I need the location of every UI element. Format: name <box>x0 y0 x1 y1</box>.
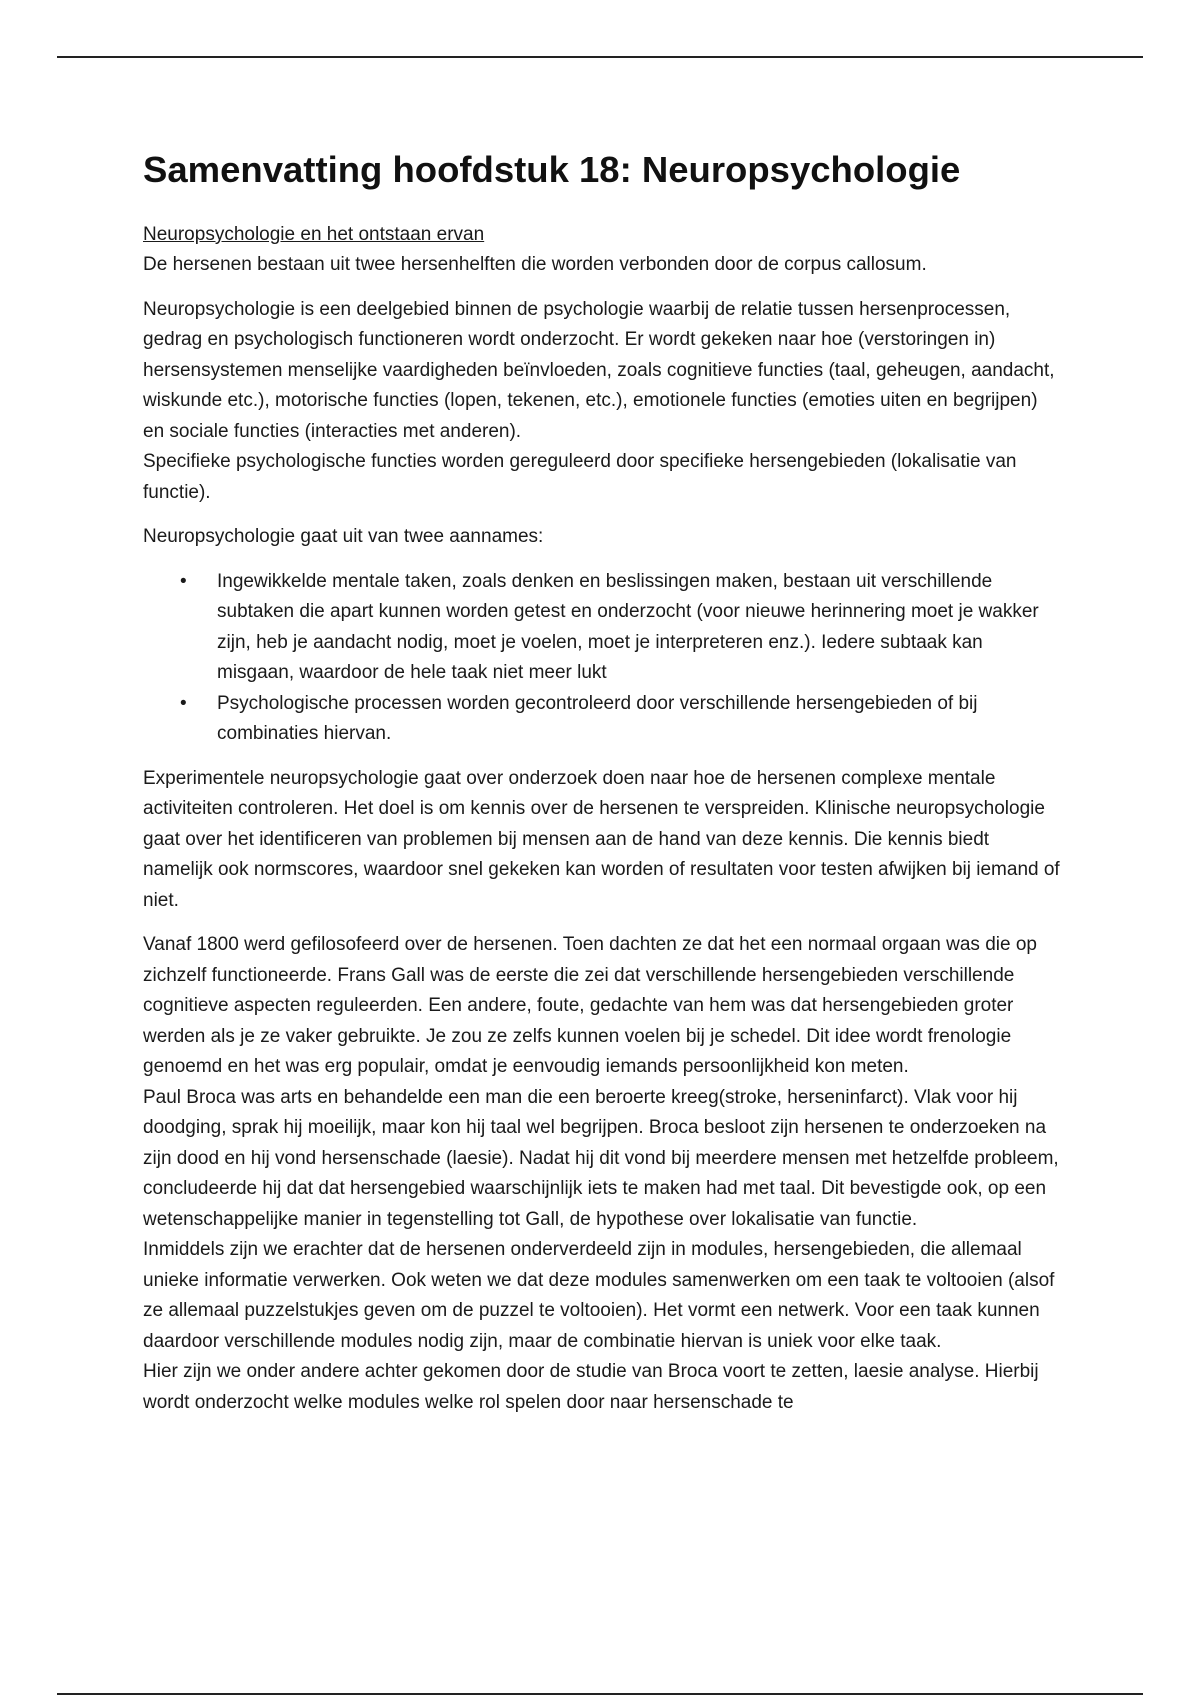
paragraph-history-gall: Vanaf 1800 werd gefilosofeerd over de hersenen. Toen dachten ze dat het een normaal orgaan was die op zichzelf functioneerde. Frans Gall was de eerste die zei dat verschillende hersengebieden verschillende cognitieve aspecten reguleerden. Een andere, foute, gedachte van hem was dat hersengebieden groter werden als je ze vaker gebruikte. Je zou ze zelfs kunnen voelen bij je schedel. Dit idee wordt frenologie genoemd en het was erg populair, omdat je eenvoudig iemands persoonlijkheid kon meten. <box>143 934 1037 1077</box>
paragraph-localization: Specifieke psychologische functies worden gereguleerd door specifieke hersengebieden (lokalisatie van functie). <box>143 451 1017 503</box>
page-title: Samenvatting hoofdstuk 18: Neuropsychologie <box>143 149 961 190</box>
paragraph-experimental: Experimentele neuropsychologie gaat over onderzoek doen naar hoe de hersenen complexe mentale activiteiten controleren. Het doel is om kennis over de hersenen te verspreiden. Klinische neuropsychologie gaat over het identificeren van problemen bij mensen aan de hand van deze kennis. Die kennis biedt namelijk ook normscores, waardoor snel gekeken kan worden of resultaten voor testen afwijken bij iemand of niet. <box>143 767 1060 911</box>
paragraph-intro: De hersenen bestaan uit twee hersenhelften die worden verbonden door de corpus callosum. <box>143 254 927 275</box>
document-body <box>143 146 1063 1418</box>
footer-rule <box>57 1693 1143 1695</box>
header-rule <box>57 56 1143 58</box>
paragraph-lesion-analysis: Hier zijn we onder andere achter gekomen door de studie van Broca voort te zetten, laesie analyse. Hierbij wordt onderzocht welke modules welke rol spelen door naar hersenschade te <box>143 1361 1039 1413</box>
assumptions-list <box>143 567 1063 750</box>
list-item: • Ingewikkelde mentale taken, zoals denken en beslissingen maken, bestaan uit verschillende subtaken die apart kunnen worden getest en onderzocht (voor nieuwe herinnering moet je wakker zijn, heb je aandacht nodig, moet je voelen, moet je interpreteren enz.). Iedere subtaak kan misgaan, waardoor de hele taak niet meer lukt <box>143 567 1063 689</box>
paragraph-broca: Paul Broca was arts en behandelde een man die een beroerte kreeg(stroke, herseninfarct). Vlak voor hij doodging, sprak hij moeilijk, maar kon hij taal wel begrijpen. Broca besloot zijn hersenen te onderzoeken na zijn dood en hij vond hersenschade (laesie). Nadat hij dit vond bij meerdere mensen met hetzelfde probleem, concludeerde hij dat dat hersengebied waarschijnlijk iets te maken had met taal. Dit bevestigde ook, op een wetenschappelijke manier in tegenstelling tot Gall, de hypothese over lokalisatie van functie. <box>143 1086 1059 1230</box>
section-heading: Neuropsychologie en het ontstaan ervan <box>143 224 485 245</box>
paragraph-modules: Inmiddels zijn we erachter dat de hersenen onderverdeeld zijn in modules, hersengebieden, die allemaal unieke informatie verwerken. Ook weten we dat deze modules samenwerken om een taak te voltooien (alsof ze allemaal puzzelstukjes geven om de puzzel te voltooien). Het vormt een netwerk. Voor een taak kunnen daardoor verschillende modules nodig zijn, maar de combinatie hiervan is uniek voor elke taak. <box>143 1239 1055 1352</box>
paragraph-definition: Neuropsychologie is een deelgebied binnen de psychologie waarbij de relatie tussen hersenprocessen, gedrag en psychologisch functioneren wordt onderzocht. Er wordt gekeken naar hoe (verstoringen in) hersensystemen menselijke vaardigheden beïnvloeden, zoals cognitieve functies (taal, geheugen, aandacht, wiskunde etc.), motorische functies (lopen, tekenen, etc.), emotionele functies (emoties uiten en begrijpen) en sociale functies (interacties met anderen). <box>143 298 1055 442</box>
list-item: • Psychologische processen worden gecontroleerd door verschillende hersengebieden of bij combinaties hiervan. <box>143 689 1063 750</box>
paragraph-assumptions-intro: Neuropsychologie gaat uit van twee aannames: <box>143 526 544 547</box>
